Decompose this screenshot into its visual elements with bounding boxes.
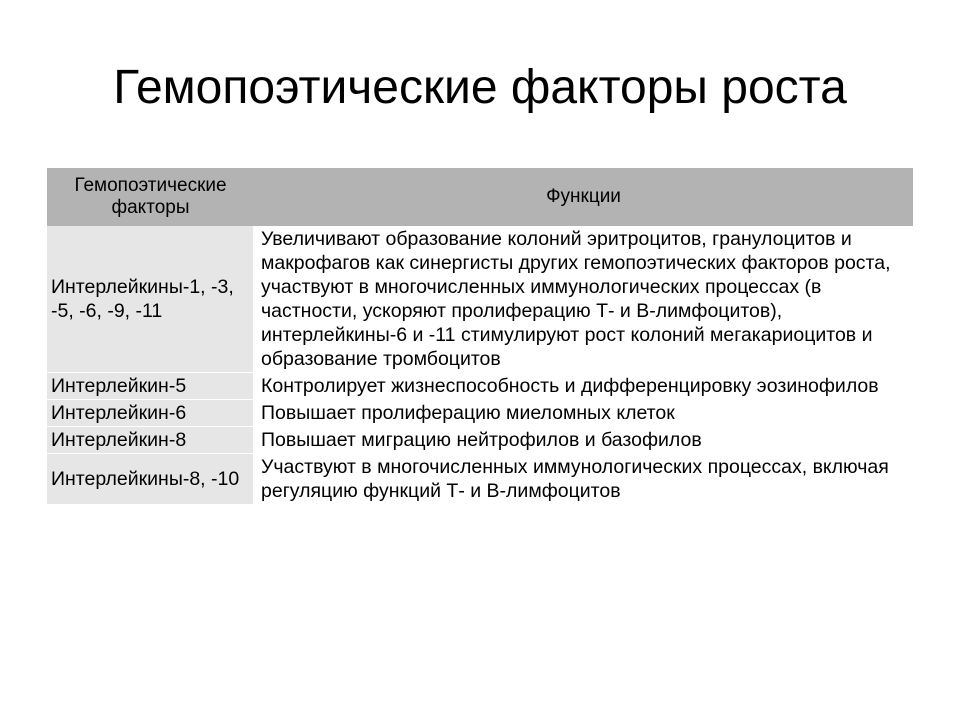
function-cell: Повышает миграцию нейтрофилов и базофилов	[254, 427, 913, 454]
function-cell: Повышает пролиферацию миеломных клеток	[254, 400, 913, 427]
header-functions: Функции	[254, 168, 913, 226]
factor-cell: Интерлейкин-6	[47, 400, 254, 427]
function-cell: Увеличивают образование колоний эритроцитов, гранулоцитов и макрофагов как синергисты других гемопоэтических факторов роста, участвуют в многочисленных иммунологических процессах (в частности, ускоряют пролиферацию Т- и В-лимфоцитов), интерлейкины-6 и -11 стимулируют рост колоний мегакариоцитов и образование тромбоцитов	[254, 226, 913, 373]
factor-cell: Интерлейкины-8, -10	[47, 454, 254, 505]
factor-cell: Интерлейкин-8	[47, 427, 254, 454]
table-header-row	[47, 168, 913, 226]
slide-title: Гемопоэтические факторы роста	[113, 61, 847, 114]
table-row	[47, 373, 913, 400]
factor-cell: Интерлейкин-5	[47, 373, 254, 400]
table-row	[47, 454, 913, 505]
function-cell: Участвуют в многочисленных иммунологических процессах, включая регуляцию функций Т- и В-лимфоцитов	[254, 454, 913, 505]
table-row	[47, 427, 913, 454]
function-cell: Контролирует жизнеспособность и дифференцировку эозинофилов	[254, 373, 913, 400]
factors-table	[47, 168, 913, 505]
table-row	[47, 400, 913, 427]
table-row	[47, 226, 913, 373]
factor-cell: Интерлейкины-1, -3, -5, -6, -9, -11	[47, 226, 254, 373]
header-factors: Гемопоэтические факторы	[47, 168, 254, 226]
